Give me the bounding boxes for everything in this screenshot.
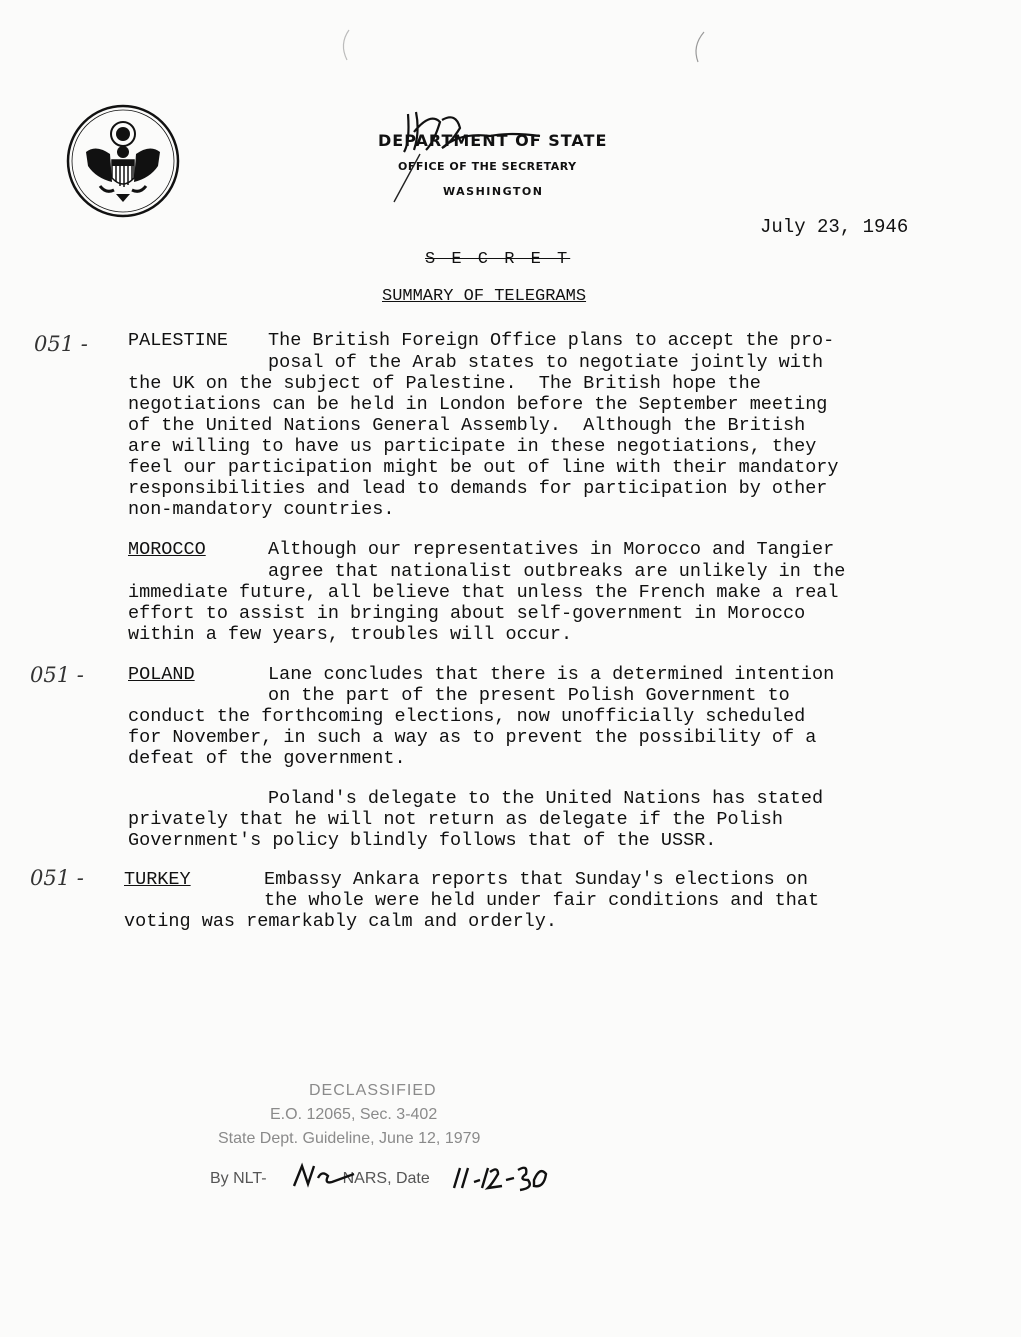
poland-line: Lane concludes that there is a determined intention bbox=[268, 664, 835, 685]
poland-paragraph2-line: Poland's delegate to the United Nations has stated bbox=[268, 788, 824, 809]
section-heading-poland: POLAND bbox=[128, 664, 195, 685]
declassified-by-label: By NLT- bbox=[210, 1170, 267, 1187]
morocco-line: Although our representatives in Morocco and Tangier bbox=[268, 539, 835, 560]
palestine-line: negotiations can be held in London before the September meeting bbox=[128, 394, 828, 415]
morocco-line: immediate future, all believe that unless the French make a real bbox=[128, 582, 839, 603]
palestine-line: the UK on the subject of Palestine. The British hope the bbox=[128, 373, 761, 394]
palestine-line: of the United Nations General Assembly. Although the British bbox=[128, 415, 806, 436]
palestine-line: responsibilities and lead to demands for participation by other bbox=[128, 478, 828, 499]
margin-mark-palestine: 051 - bbox=[34, 332, 88, 356]
poland-line: for November, in such a way as to prevent the possibility of a bbox=[128, 727, 817, 748]
turkey-line: Embassy Ankara reports that Sunday's elections on bbox=[264, 869, 808, 890]
letterhead-city: WASHINGTON bbox=[443, 185, 544, 198]
declassified-stamp-title: DECLASSIFIED bbox=[309, 1082, 437, 1099]
handwritten-declass-date bbox=[448, 1160, 558, 1194]
turkey-line: the whole were held under fair conditions and that bbox=[264, 890, 820, 911]
palestine-line: are willing to have us participate in these negotiations, they bbox=[128, 436, 817, 457]
declassified-nars-label: NARS, Date bbox=[342, 1170, 430, 1187]
morocco-line: agree that nationalist outbreaks are unlikely in the bbox=[268, 561, 846, 582]
document-date: July 23, 1946 bbox=[760, 216, 909, 238]
classification-marking: S E C R E T bbox=[425, 250, 571, 269]
poland-paragraph2-line: Government's policy blindly follows that of the USSR. bbox=[128, 830, 717, 851]
poland-paragraph2-line: privately that he will not return as delegate if the Polish bbox=[128, 809, 784, 830]
poland-line: defeat of the government. bbox=[128, 748, 406, 769]
declassified-stamp-guideline: State Dept. Guideline, June 12, 1979 bbox=[218, 1130, 481, 1147]
corner-mark-right bbox=[688, 30, 708, 64]
handwritten-initials-signature bbox=[380, 92, 610, 222]
palestine-line: The British Foreign Office plans to accept the pro- bbox=[268, 330, 835, 351]
poland-line: conduct the forthcoming elections, now unofficially scheduled bbox=[128, 706, 806, 727]
morocco-line: effort to assist in bringing about self-government in Morocco bbox=[128, 603, 806, 624]
palestine-line: posal of the Arab states to negotiate jointly with bbox=[268, 352, 824, 373]
corner-mark-left bbox=[335, 28, 355, 62]
declassified-stamp-authority: E.O. 12065, Sec. 3-402 bbox=[270, 1106, 438, 1123]
great-seal-icon bbox=[66, 104, 180, 218]
section-heading-turkey: TURKEY bbox=[124, 869, 191, 890]
margin-mark-turkey: 051 - bbox=[30, 866, 84, 890]
margin-mark-poland: 051 - bbox=[30, 663, 84, 687]
section-heading-palestine: PALESTINE bbox=[128, 330, 228, 351]
turkey-line: voting was remarkably calm and orderly. bbox=[124, 911, 557, 932]
section-heading-morocco: MOROCCO bbox=[128, 539, 206, 560]
letterhead-department: DEPARTMENT OF STATE bbox=[378, 131, 608, 150]
palestine-line: feel our participation might be out of line with their mandatory bbox=[128, 457, 839, 478]
letterhead-office: OFFICE OF THE SECRETARY bbox=[398, 160, 577, 173]
morocco-line: within a few years, troubles will occur. bbox=[128, 624, 573, 645]
poland-line: on the part of the present Polish Government to bbox=[268, 685, 790, 706]
document-title: SUMMARY OF TELEGRAMS bbox=[382, 287, 587, 306]
palestine-line: non-mandatory countries. bbox=[128, 499, 395, 520]
handwritten-nlt-initials bbox=[288, 1160, 358, 1194]
